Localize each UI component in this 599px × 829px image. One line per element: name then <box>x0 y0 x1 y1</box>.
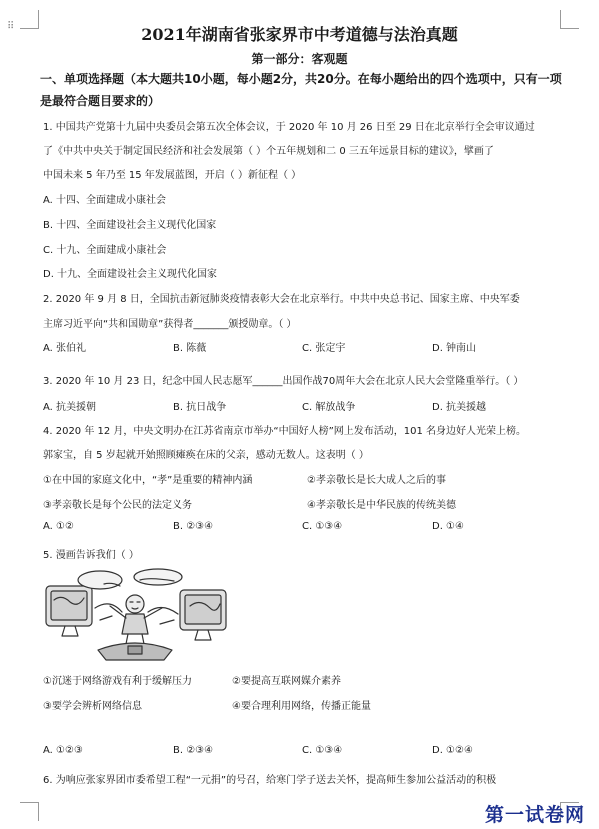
q5-statement-3: ③要学会辨析网络信息 <box>43 701 142 712</box>
q2-option-d: D. 钟南山 <box>432 343 477 354</box>
q4-statement-2: ②孝亲敬长是长大成人之后的事 <box>307 475 446 486</box>
q4-option-c: C. ①③④ <box>302 521 343 532</box>
q5-option-d: D. ①②④ <box>432 745 473 756</box>
q4-option-a: A. ①② <box>43 521 74 532</box>
watermark-logo: 第一试卷网 <box>484 804 585 826</box>
cartoon-illustration <box>40 568 235 663</box>
q5-statement-2: ②要提高互联网媒介素养 <box>232 676 341 687</box>
q1-option-d: D. 十九、全面建设社会主义现代化国家 <box>43 269 218 280</box>
q5-stem: 5. 漫画告诉我们（ ） <box>43 550 139 561</box>
q3-option-a: A. 抗美援朝 <box>43 402 97 413</box>
q5-statement-1: ①沉迷于网络游戏有利于缓解压力 <box>43 676 192 687</box>
q3-stem: 3. 2020 年 10 月 23 日，纪念中国人民志愿军______出国作战70周年大会在北京人民大会堂隆重举行。（ ） <box>43 376 524 387</box>
q5-option-b: B. ②③④ <box>173 745 214 756</box>
q3-option-d: D. 抗美援越 <box>432 402 487 413</box>
q2-option-b: B. 陈薇 <box>173 343 207 354</box>
q3-option-c: C. 解放战争 <box>302 402 356 413</box>
q6-stem: 6. 为响应张家界团市委希望工程“一元捐”的号召，给寒门学子送去关怀，提高师生参加公益活动的积极 <box>43 775 497 786</box>
drag-handle-icon[interactable]: ⠿ <box>7 21 16 32</box>
q1-stem-line-2: 了《中共中央关于制定国民经济和社会发展第（ ）个五年规划和二 0 三五年远景目标的建议》，擘画了 <box>43 146 494 157</box>
part-subtitle: 第一部分：客观题 <box>251 52 348 66</box>
q4-statement-1: ①在中国的家庭文化中，“孝”是重要的精神内涵 <box>43 475 253 486</box>
q2-option-a: A. 张伯礼 <box>43 343 87 354</box>
q4-option-d: D. ①④ <box>432 521 464 532</box>
section-heading: 一、单项选择题（本大题共10小题，每小题2分，共20分。在每小题给出的四个选项中，只有一项是最符合题目要求的） <box>40 72 562 108</box>
q2-stem-line-1: 2. 2020 年 9 月 8 日，全国抗击新冠肺炎疫情表彰大会在北京举行。中共中央总书记、国家主席、中央军委 <box>43 294 520 305</box>
q4-stem-line-1: 4. 2020 年 12 月，中央文明办在江苏省南京市举办“中国好人榜”网上发布活动，101 名身边好人光荣上榜。 <box>43 426 527 437</box>
q5-option-a: A. ①②③ <box>43 745 83 756</box>
crop-mark-bottom-left <box>20 802 39 821</box>
q5-option-c: C. ①③④ <box>302 745 343 756</box>
q4-statement-4: ④孝亲敬长是中华民族的传统美德 <box>307 500 456 511</box>
q1-option-c: C. 十九、全面建成小康社会 <box>43 245 167 256</box>
q3-option-b: B. 抗日战争 <box>173 402 227 413</box>
q1-option-b: B. 十四、全面建设社会主义现代化国家 <box>43 220 217 231</box>
document-title: 2021年湖南省张家界市中考道德与法治真题 <box>141 25 458 44</box>
q2-stem-line-2: 主席习近平向“共和国勋章”获得者_______颁授勋章。（ ） <box>43 319 297 330</box>
q4-stem-line-2: 郭家宝，自 5 岁起就开始照顾瘫痪在床的父亲，感动无数人。这表明（ ） <box>43 450 369 461</box>
q5-statement-4: ④要合理利用网络，传播正能量 <box>232 701 371 712</box>
q2-option-c: C. 张定宇 <box>302 343 346 354</box>
q4-statement-3: ③孝亲敬长是每个公民的法定义务 <box>43 500 192 511</box>
q1-stem-line-1: 1. 中国共产党第十九届中央委员会第五次全体会议，于 2020 年 10 月 26 日至 29 日在北京举行全会审议通过 <box>43 122 535 133</box>
q1-stem-line-3: 中国未来 5 年乃至 15 年发展蓝图，开启（ ）新征程（ ） <box>43 170 302 181</box>
q4-option-b: B. ②③④ <box>173 521 214 532</box>
q1-option-a: A. 十四、全面建成小康社会 <box>43 195 167 206</box>
